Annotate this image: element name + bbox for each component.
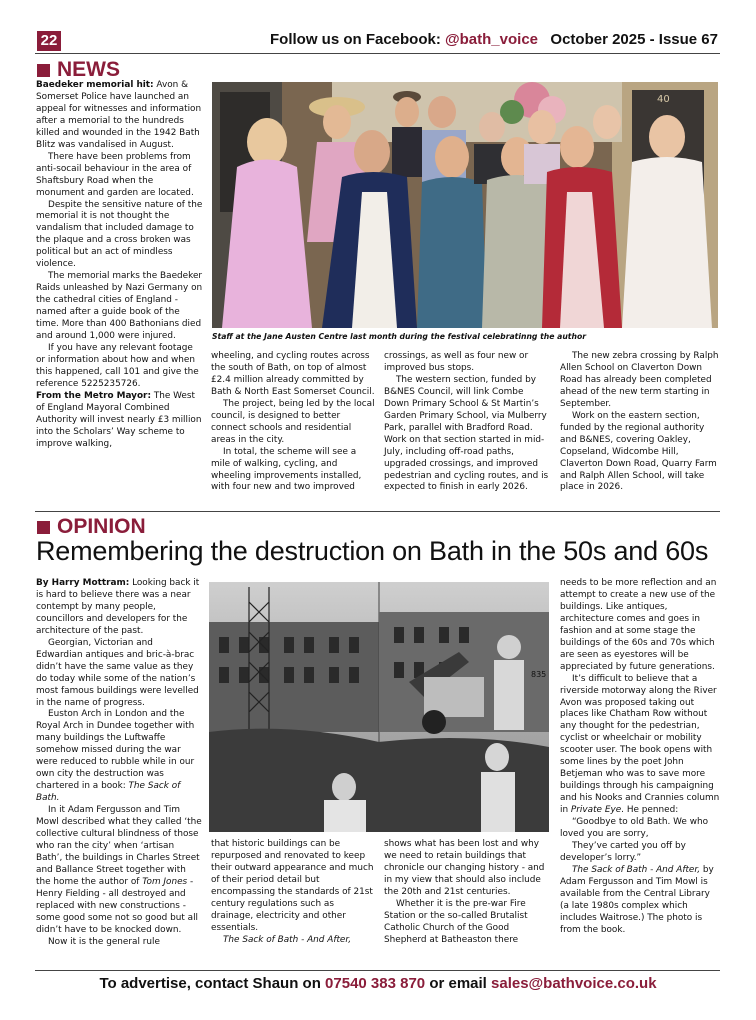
- lorry-number: 835: [531, 670, 547, 679]
- opinion-column-1: By Harry Mottram: Looking back it is hard to believe there was a near contempt by many people, councillors and developers for the architecture of the past. Georgian, Victorian and Edwardian antiques and bric-à-brac didn’t have the same value as they do today while some of the nation’s most famous buildings were levelled in the name of progress. Euston Arch in London and the Royal Arch in Dundee together with many buildings the Luftwaffe somehow missed during the war were reduced to rubble while in our own city the destruction was chartered in a book: The Sack of Bath. In it Adam Fergusson and Tim Mowl described what they called ‘the collective cultural blindness of those who ran the city’ when ‘artisan Bath’, the buildings in Charles Street and Ballance Street together with the home the author of Tom Jones - Henry Fielding - all destroyed and replaced with new constructions - some good some not so good but all didn’t have to be knocked down. Now it is the general rule: [36, 578, 202, 947]
- news-column-4: The new zebra crossing by Ralph Allen School on Claverton Down Road has already been completed ahead of the new term starting in September. Work on the eastern section, funded by the regional authority and B&NES, covering Oakley, Copseland, Widcombe Hill, Claverton Down Road, Quarry Farm and Ralph Allen School, will take place in 2026.: [560, 351, 719, 493]
- facebook-prefix: Follow us on Facebook:: [270, 31, 446, 48]
- sack-of-bath-photo: [209, 582, 549, 832]
- header-rule: [35, 53, 720, 54]
- page-number: 22: [37, 31, 61, 51]
- facebook-promo: [270, 31, 538, 48]
- facebook-handle[interactable]: @bath_voice: [445, 31, 539, 48]
- opinion-section-label: OPINION: [37, 515, 146, 539]
- opinion-headline: Remembering the destruction on Bath in the 50s and 60s: [36, 536, 709, 566]
- footer-phone[interactable]: 07540 383 870: [325, 975, 426, 992]
- opinion-column-2: that historic buildings can be repurposed and renovated to keep their outward appearance and much of their period detail but encompassing the standards of 21st century regulations such as drainage, electricity and other essentials. The Sack of Bath - And After,: [211, 839, 374, 945]
- news-column-1: Baedeker memorial hit: Avon & Somerset Police have launched an appeal for witnesses and information after a memorial to the hundreds killed and wounded in the 1942 Bath Blitz was vandalised in August. There have been problems from anti-socail behaviour in the area of Shaftsbury Road when the monument and garden are located. Despite the sensitive nature of the memorial it is not thought the vandalism that included damage to the plaque and a cross broken was political but an act of mindless violence. The memorial marks the Baedeker Raids unleashed by Nazi Germany on the cathedral cities of England - named after a guide book of the time. More than 400 Bathonians died and around 1,000 were injured. If you have any relevant footage or information about how and when this happened, call 101 and give the reference 5225235726. From the Metro Mayor: The West of England Mayoral Combined Authority will invest nearly £3 million into the Scholars’ Way scheme to improve walking,: [36, 80, 203, 449]
- section-square-icon: [37, 521, 50, 534]
- issue-date: October 2025 - Issue 67: [550, 31, 718, 48]
- section-square-icon: [37, 64, 50, 77]
- news-column-3: crossings, as well as four new or improved bus stops. The western section, funded by B&NES Council, will link Combe Down Primary School & St Martin’s Garden Primary School, via Mulberry Park, parallel with Bradford Road. Work on that section started in mid-July, including off-road paths, upgraded crossings, and improved pedestrian and cycling routes, and is expected to finish in early 2026.: [384, 351, 549, 493]
- footer-rule: [35, 970, 720, 971]
- news-section-label: NEWS: [37, 58, 120, 82]
- jane-austen-staff-photo: [212, 82, 718, 328]
- section-rule: [35, 511, 720, 512]
- photo-caption: Staff at the Jane Austen Centre last month during the festival celebratinng the author: [212, 332, 587, 341]
- advertise-footer: To advertise, contact Shaun on 07540 383 870 or email sales@bathvoice.co.uk: [99, 975, 657, 992]
- opinion-column-4: needs to be more reflection and an attempt to create a new use of the buildings. Like antiques, architecture comes and goes in fashion and at some stage the buildings of the 60s and 70s which are seen as eyestores will be appreciated by future generations. It’s difficult to believe that a riverside motorway along the River Avon was proposed taking out places like Chatham Row without any thought for the pedestrian, cyclist or wheelchair or mobility scooter user. The book opens with some lines by the poet John Betjeman who was to save more buildings through his campaigning and his Nooks and Crannies column in Private Eye. He penned: “Goodbye to old Bath. We who loved you are sorry, They’ve carted you off by developer’s lorry.” The Sack of Bath - And After, by Adam Fergusson and Tim Mowl is available from the Central Library (a late 1980s complex which includes Waitrose.) The photo is from the book.: [560, 578, 720, 935]
- opinion-column-3: shows what has been lost and why we need to retain buildings that chronicle our changing history - and in my view that should also include the 20th and 21st centuries. Whether it is the pre-war Fire Station or the so-called Brutalist Catholic Church of the Good Shepherd at Batheaston there: [384, 839, 545, 945]
- footer-email[interactable]: sales@bathvoice.co.uk: [491, 975, 657, 992]
- door-number: 40: [657, 94, 670, 105]
- news-column-2: wheeling, and cycling routes across the south of Bath, on top of almost £2.4 million already committed by Bath & North East Somerset Council. The project, being led by the local council, is designed to better connect schools and residential areas in the city. In total, the scheme will see a mile of walking, cycling, and wheeling improvements installed, with four new and two improved: [211, 351, 375, 493]
